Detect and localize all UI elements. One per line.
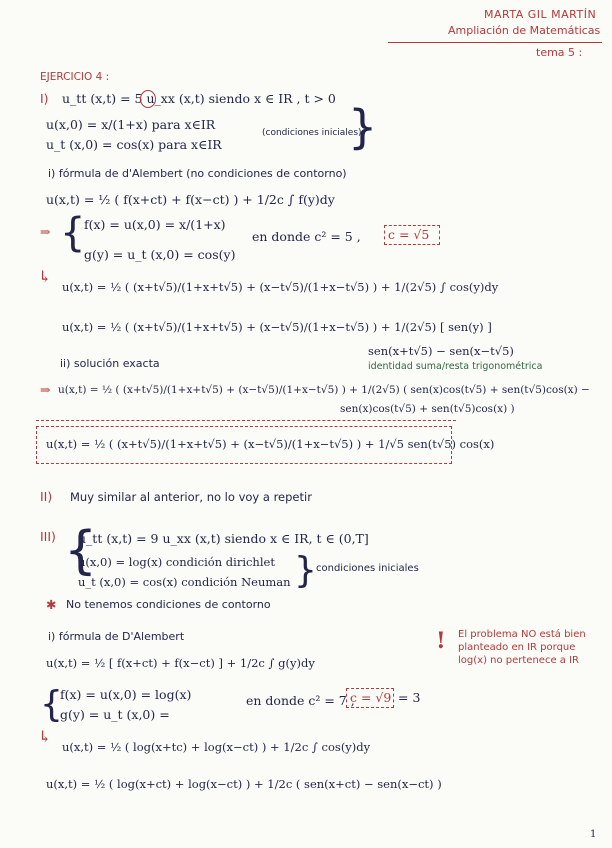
part1-f-def: f(x) = u(x,0) = x/(1+x) bbox=[84, 217, 226, 232]
part3-g-def: g(y) = u_t (x,0) = bbox=[60, 707, 170, 722]
part1-formula: u(x,t) = ½ ( f(x+ct) + f(x−ct) ) + 1/2c ∫ f(y)dy bbox=[46, 192, 335, 207]
part3-donde: en donde c² = 7 , bbox=[246, 693, 355, 708]
part1-note: (condiciones iniciales) bbox=[262, 128, 362, 138]
topic: tema 5 : bbox=[536, 46, 583, 59]
implies-arrow: ⇒ bbox=[40, 224, 51, 239]
part3-warning: El problema NO está bien planteado en IR porque log(x) no pertenece a IR bbox=[458, 629, 586, 666]
part1-init2: u_t (x,0) = cos(x) para x∈IR bbox=[46, 137, 222, 152]
part1-sub2: u(x,t) = ½ ( (x+t√5)/(1+x+t√5) + (x−t√5)/(1+x−t√5) ) + 1/(2√5) [ sen(y) ] bbox=[62, 320, 492, 334]
exercise-title: EJERCICIO 4 : bbox=[40, 71, 110, 83]
identity-note: identidad suma/resta trigonométrica bbox=[368, 361, 543, 372]
left-brace-4: { bbox=[40, 684, 63, 725]
part3-formula: u(x,t) = ½ [ f(x+ct) + f(x−ct) ] + 1/2c ∫ g(y)dy bbox=[46, 656, 315, 670]
part1-marker: I) bbox=[40, 91, 49, 106]
part2-text: Muy similar al anterior, no lo voy a repetir bbox=[70, 490, 312, 504]
subject: Ampliación de Matemáticas bbox=[448, 24, 601, 37]
right-brace: } bbox=[348, 100, 378, 154]
dashed-separator bbox=[36, 420, 456, 421]
part3-c-value: c = √9 bbox=[350, 690, 392, 705]
part3-init2: u_t (x,0) = cos(x) condición Neuman bbox=[78, 575, 291, 589]
part1-final-answer: u(x,t) = ½ ( (x+t√5)/(1+x+t√5) + (x−t√5)/(1+x−t√5) ) + 1/√5 sen(t√5) cos(x) bbox=[46, 437, 495, 451]
part1-solution-1b: sen(x)cos(t√5) + sen(t√5)cos(x) ) bbox=[340, 403, 515, 415]
substitution-arrow-3: ↳ bbox=[38, 727, 52, 746]
star-icon: ✱ bbox=[46, 597, 57, 612]
part1-solution-1: u(x,t) = ½ ( (x+t√5)/(1+x+t√5) + (x−t√5)/(1+x−t√5) ) + 1/(2√5) ( sen(x)cos(t√5) + sen(t√5)cos(x) − bbox=[58, 384, 590, 396]
part1-c-value: c = √5 bbox=[388, 227, 430, 242]
implies-arrow-2: ⇒ bbox=[40, 382, 51, 397]
page-number: 1 bbox=[590, 829, 597, 840]
left-brace: { bbox=[60, 210, 86, 256]
part1-difference: sen(x+t√5) − sen(x−t√5) bbox=[368, 344, 514, 358]
part3-step1-title: i) fórmula de D'Alembert bbox=[48, 630, 185, 643]
circled-coefficient bbox=[140, 90, 156, 108]
part2-marker: II) bbox=[40, 489, 53, 504]
part3-init1: u(x,0) = log(x) condición dirichlet bbox=[78, 555, 275, 569]
part3-star-note: No tenemos condiciones de contorno bbox=[66, 598, 271, 611]
header-rule bbox=[388, 42, 602, 43]
part3-sub1: u(x,t) = ½ ( log(x+tc) + log(x−ct) ) + 1/2c ∫ cos(y)dy bbox=[62, 740, 371, 754]
warning-icon: ! bbox=[436, 628, 446, 654]
part1-g-def: g(y) = u_t (x,0) = cos(y) bbox=[84, 247, 236, 262]
right-brace-3: } bbox=[294, 550, 317, 591]
part1-pde: u_tt (x,t) = 5 u_xx (x,t) siendo x ∈ IR , t > 0 bbox=[62, 91, 336, 106]
substitution-arrow: ↳ bbox=[38, 267, 52, 286]
part1-step2-title: ii) solución exacta bbox=[60, 357, 160, 370]
part3-marker: III) bbox=[40, 529, 56, 544]
part3-note: condiciones iniciales bbox=[316, 563, 419, 574]
part1-init1: u(x,0) = x/(1+x) para x∈IR bbox=[46, 117, 216, 132]
part1-sub1: u(x,t) = ½ ( (x+t√5)/(1+x+t√5) + (x−t√5)/(1+x−t√5) ) + 1/(2√5) ∫ cos(y)dy bbox=[62, 280, 499, 294]
part1-step1-title: i) fórmula de d'Alembert (no condiciones de contorno) bbox=[48, 167, 347, 180]
author-name: MARTA GIL MARTÍN bbox=[484, 8, 597, 21]
left-brace-3: { bbox=[64, 521, 98, 581]
part1-donde: en donde c² = 5 , bbox=[252, 229, 361, 244]
part3-sub2: u(x,t) = ½ ( log(x+ct) + log(x−ct) ) + 1/2c ( sen(x+ct) − sen(x−ct) ) bbox=[46, 777, 442, 791]
part3-pde: u_tt (x,t) = 9 u_xx (x,t) siendo x ∈ IR, t ∈ (0,T] bbox=[78, 531, 369, 546]
part3-f-def: f(x) = u(x,0) = log(x) bbox=[60, 687, 192, 702]
part3-c-result: = 3 bbox=[398, 690, 421, 705]
